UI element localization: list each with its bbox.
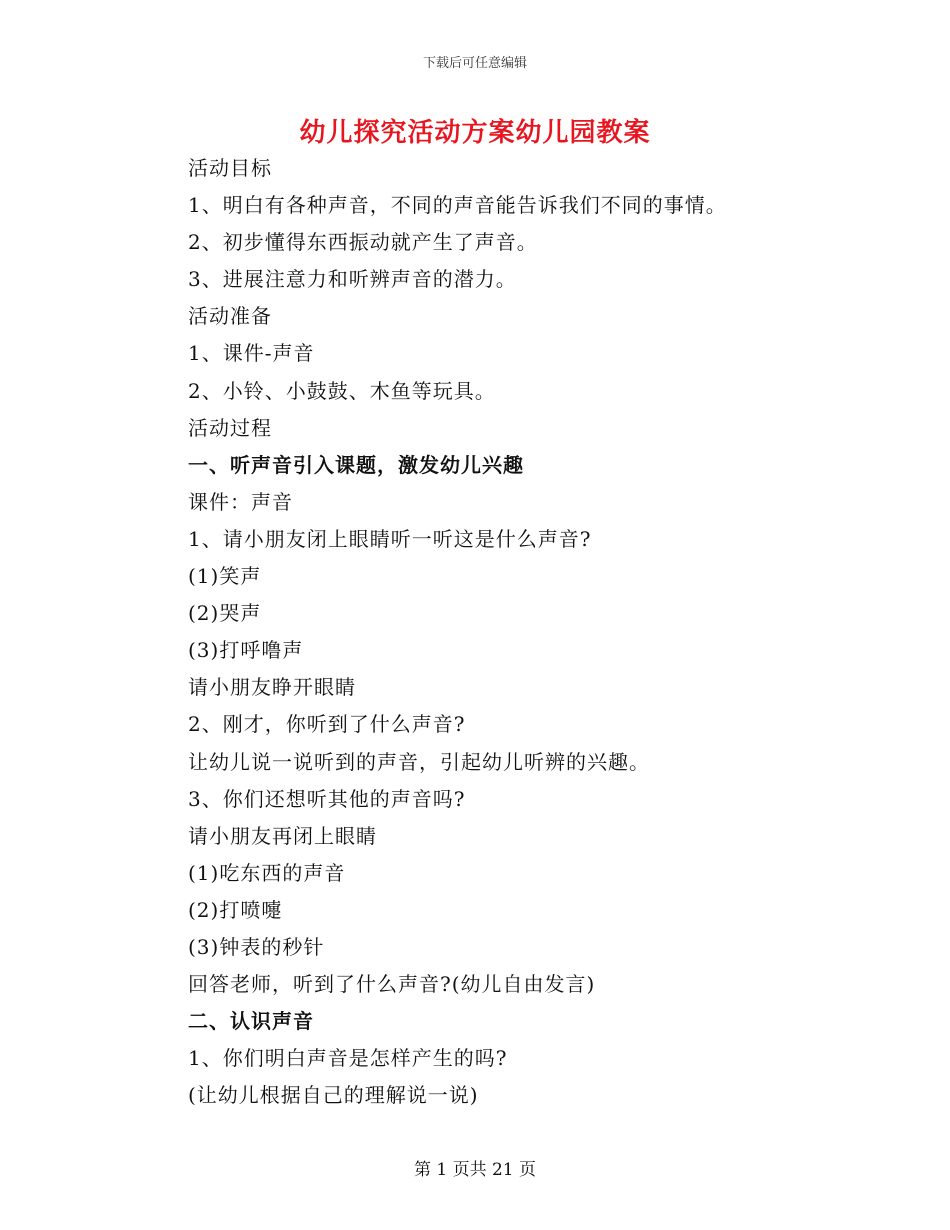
- body-line: 1、明白有各种声音，不同的声音能告诉我们不同的事情。: [188, 193, 727, 218]
- page-footer: 第 1 页共 21 页: [413, 1160, 537, 1180]
- body-line: 1、你们明白声音是怎样产生的吗?: [188, 1046, 508, 1071]
- body-line: 请小朋友再闭上眼睛: [188, 823, 377, 848]
- body-line: (让幼儿根据自己的理解说一说): [188, 1083, 479, 1108]
- body-line: 活动过程: [188, 415, 272, 440]
- body-line: 让幼儿说一说听到的声音，引起幼儿听辨的兴趣。: [188, 749, 650, 774]
- body-line: (3)打呼噜声: [188, 638, 304, 663]
- body-line: 活动准备: [188, 304, 272, 329]
- body-line: (1)笑声: [188, 564, 262, 589]
- body-line: 1、课件-声音: [188, 341, 315, 366]
- body-line: 课件：声音: [188, 489, 293, 514]
- body-line: 2、初步懂得东西振动就产生了声音。: [188, 230, 538, 255]
- body-line: 2、刚才，你听到了什么声音?: [188, 712, 466, 737]
- body-line: 回答老师，听到了什么声音?(幼儿自由发言): [188, 972, 596, 997]
- body-line: 活动目标: [188, 156, 272, 180]
- body-line: 3、你们还想听其他的声音吗?: [188, 786, 466, 811]
- document-body: [188, 150, 888, 1114]
- section-heading: 一、听声音引入课题，激发幼儿兴趣: [188, 452, 524, 477]
- body-line: 1、请小朋友闭上眼睛听一听这是什么声音?: [188, 526, 592, 551]
- header-note: 下载后可任意编辑: [422, 56, 527, 71]
- body-line: (3)钟表的秒针: [188, 934, 325, 959]
- body-line: 2、小铃、小鼓鼓、木鱼等玩具。: [188, 378, 496, 403]
- section-heading: 二、认识声音: [188, 1009, 314, 1034]
- body-line: (2)哭声: [188, 601, 262, 626]
- document-title: 幼儿探究活动方案幼儿园教案: [299, 118, 651, 148]
- body-line: (1)吃东西的声音: [188, 860, 346, 885]
- body-line: 请小朋友睁开眼睛: [188, 675, 356, 700]
- body-line: (2)打喷嚏: [188, 897, 283, 922]
- body-line: 3、进展注意力和听辨声音的潜力。: [188, 267, 517, 292]
